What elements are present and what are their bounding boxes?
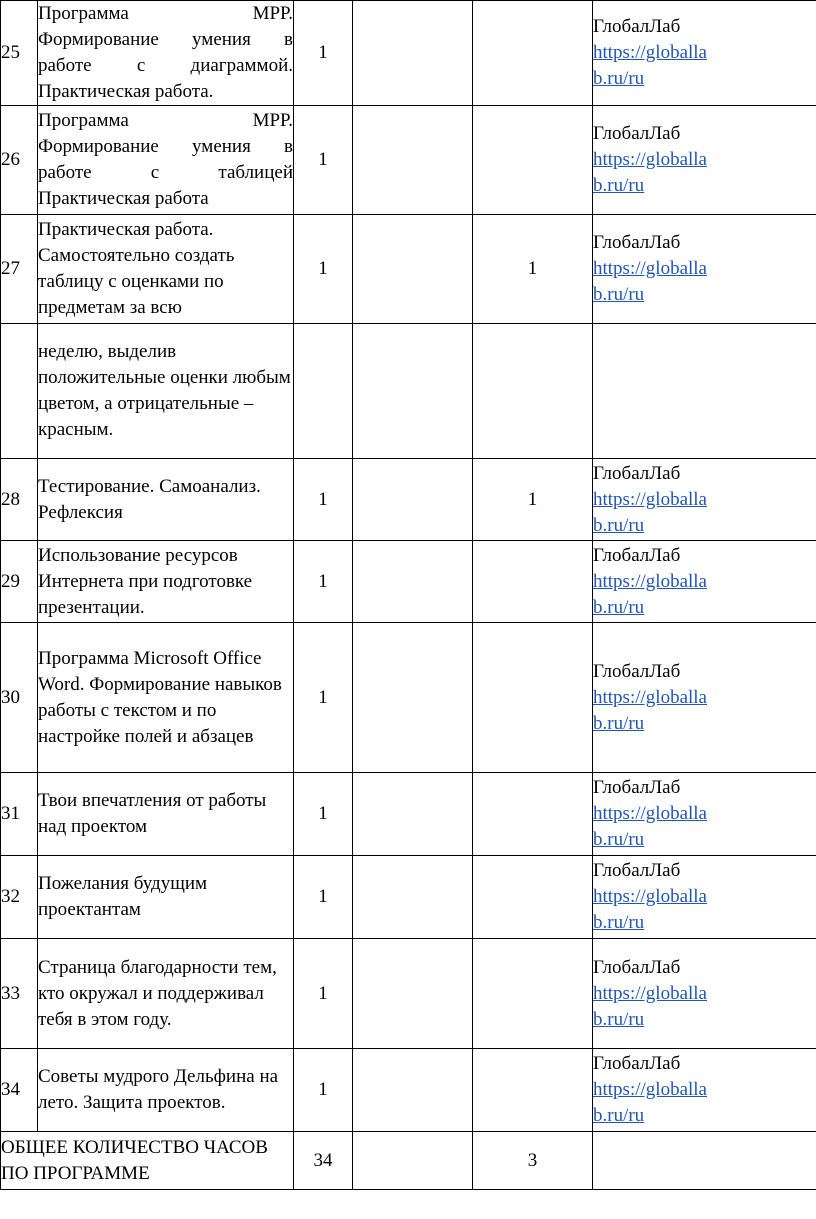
lesson-number xyxy=(1,324,38,459)
total-row xyxy=(1,1132,816,1190)
resource-link[interactable]: https://globallab.ru/ru xyxy=(593,570,707,618)
lesson-practical-works xyxy=(473,1,593,106)
lesson-hours: 1 xyxy=(294,541,353,623)
lesson-practical-works xyxy=(473,773,593,856)
table-row xyxy=(1,623,816,773)
total-practical-works: 3 xyxy=(473,1132,593,1190)
resource-name: ГлобалЛаб xyxy=(593,777,681,798)
resource-link[interactable]: https://globallab.ru/ru xyxy=(593,149,707,196)
lesson-control-works xyxy=(353,106,473,215)
resource-name: ГлобалЛаб xyxy=(593,956,681,978)
table-row xyxy=(1,324,816,459)
lesson-number: 34 xyxy=(1,1049,38,1132)
resource-link[interactable]: https://globallab.ru/ru xyxy=(593,42,707,89)
lesson-topic: Программа МРР. Формирование умения в работе с диаграммой. Практическая работа. xyxy=(38,1,294,106)
lesson-topic: Использование ресурсов Интернета при подготовке презентации. xyxy=(38,541,294,623)
lesson-topic: Практическая работа. Самостоятельно создать таблицу с оценками по предметам за всю xyxy=(38,215,294,324)
lesson-resources xyxy=(593,773,816,856)
resource-link[interactable]: https://globallab.ru/ru xyxy=(593,886,707,933)
resource-link[interactable]: https://globallab.ru/ru xyxy=(593,488,707,536)
resource-link[interactable]: https://globallab.ru/ru xyxy=(593,982,707,1030)
total-resources xyxy=(593,1132,816,1190)
table-row xyxy=(1,106,816,215)
resource-link[interactable]: https://globallab.ru/ru xyxy=(593,686,707,734)
lesson-hours: 1 xyxy=(294,106,353,215)
lesson-practical-works xyxy=(473,106,593,215)
lesson-number: 25 xyxy=(1,1,38,106)
table-row xyxy=(1,939,816,1049)
lesson-resources xyxy=(593,106,816,215)
total-hours: 34 xyxy=(294,1132,353,1190)
resource-name: ГлобалЛаб xyxy=(593,232,681,253)
lesson-resources xyxy=(593,939,816,1049)
table-row xyxy=(1,459,816,541)
lesson-number: 28 xyxy=(1,459,38,541)
resource-name: ГлобалЛаб xyxy=(593,544,681,566)
lesson-topic: Программа МРР. Формирование умения в работе с таблицей Практическая работа xyxy=(38,106,294,215)
lesson-topic: неделю, выделив положительные оценки любым цветом, а отрицательные – красным. xyxy=(38,324,294,459)
total-label: ОБЩЕЕ КОЛИЧЕСТВО ЧАСОВ ПО ПРОГРАММЕ xyxy=(1,1132,294,1190)
lesson-number: 27 xyxy=(1,215,38,324)
resource-name: ГлобалЛаб xyxy=(593,1053,681,1074)
lesson-practical-works xyxy=(473,939,593,1049)
lesson-resources xyxy=(593,324,816,459)
lesson-practical-works xyxy=(473,324,593,459)
resource-name: ГлобалЛаб xyxy=(593,660,681,682)
lesson-topic: Программа Microsoft Office Word. Формирование навыков работы с текстом и по настройке полей и абзацев xyxy=(38,623,294,773)
resource-link[interactable]: https://globallab.ru/ru xyxy=(593,1079,707,1126)
lesson-practical-works: 1 xyxy=(473,215,593,324)
lesson-resources xyxy=(593,1,816,106)
lesson-hours: 1 xyxy=(294,623,353,773)
resource-name: ГлобалЛаб xyxy=(593,16,681,37)
resource-link[interactable]: https://globallab.ru/ru xyxy=(593,258,707,305)
lesson-control-works xyxy=(353,1049,473,1132)
lesson-number: 26 xyxy=(1,106,38,215)
lesson-number: 32 xyxy=(1,856,38,939)
lesson-hours: 1 xyxy=(294,856,353,939)
resource-link[interactable]: https://globallab.ru/ru xyxy=(593,803,707,850)
lesson-control-works xyxy=(353,459,473,541)
lesson-number: 29 xyxy=(1,541,38,623)
lesson-control-works xyxy=(353,773,473,856)
lesson-resources xyxy=(593,215,816,324)
lesson-control-works xyxy=(353,939,473,1049)
lesson-resources xyxy=(593,459,816,541)
lesson-resources xyxy=(593,1049,816,1132)
lesson-practical-works xyxy=(473,1049,593,1132)
lesson-number: 31 xyxy=(1,773,38,856)
table-row xyxy=(1,856,816,939)
lesson-topic: Тестирование. Самоанализ. Рефлексия xyxy=(38,459,294,541)
table-row xyxy=(1,1049,816,1132)
lesson-practical-works: 1 xyxy=(473,459,593,541)
lesson-control-works xyxy=(353,324,473,459)
lesson-control-works xyxy=(353,215,473,324)
lesson-hours: 1 xyxy=(294,1049,353,1132)
lesson-hours: 1 xyxy=(294,215,353,324)
lesson-control-works xyxy=(353,623,473,773)
lesson-topic: Страница благодарности тем, кто окружал и поддерживал тебя в этом году. xyxy=(38,939,294,1049)
lesson-hours: 1 xyxy=(294,1,353,106)
lesson-resources xyxy=(593,623,816,773)
total-control-works xyxy=(353,1132,473,1190)
lesson-control-works xyxy=(353,1,473,106)
lesson-topic: Твои впечатления от работы над проектом xyxy=(38,773,294,856)
table-row xyxy=(1,215,816,324)
lesson-hours xyxy=(294,324,353,459)
lesson-control-works xyxy=(353,856,473,939)
lesson-hours: 1 xyxy=(294,459,353,541)
resource-name: ГлобалЛаб xyxy=(593,123,681,144)
lesson-topic: Советы мудрого Дельфина на лето. Защита проектов. xyxy=(38,1049,294,1132)
lesson-practical-works xyxy=(473,856,593,939)
table-row xyxy=(1,1,816,106)
resource-name: ГлобалЛаб xyxy=(593,860,681,881)
lesson-practical-works xyxy=(473,623,593,773)
lesson-topic: Пожелания будущим проектантам xyxy=(38,856,294,939)
lesson-practical-works xyxy=(473,541,593,623)
lesson-hours: 1 xyxy=(294,773,353,856)
lesson-control-works xyxy=(353,541,473,623)
lesson-resources xyxy=(593,856,816,939)
lesson-hours: 1 xyxy=(294,939,353,1049)
lesson-number: 33 xyxy=(1,939,38,1049)
table-row xyxy=(1,773,816,856)
lesson-number: 30 xyxy=(1,623,38,773)
table-row xyxy=(1,541,816,623)
resource-name: ГлобалЛаб xyxy=(593,462,681,484)
lesson-resources xyxy=(593,541,816,623)
